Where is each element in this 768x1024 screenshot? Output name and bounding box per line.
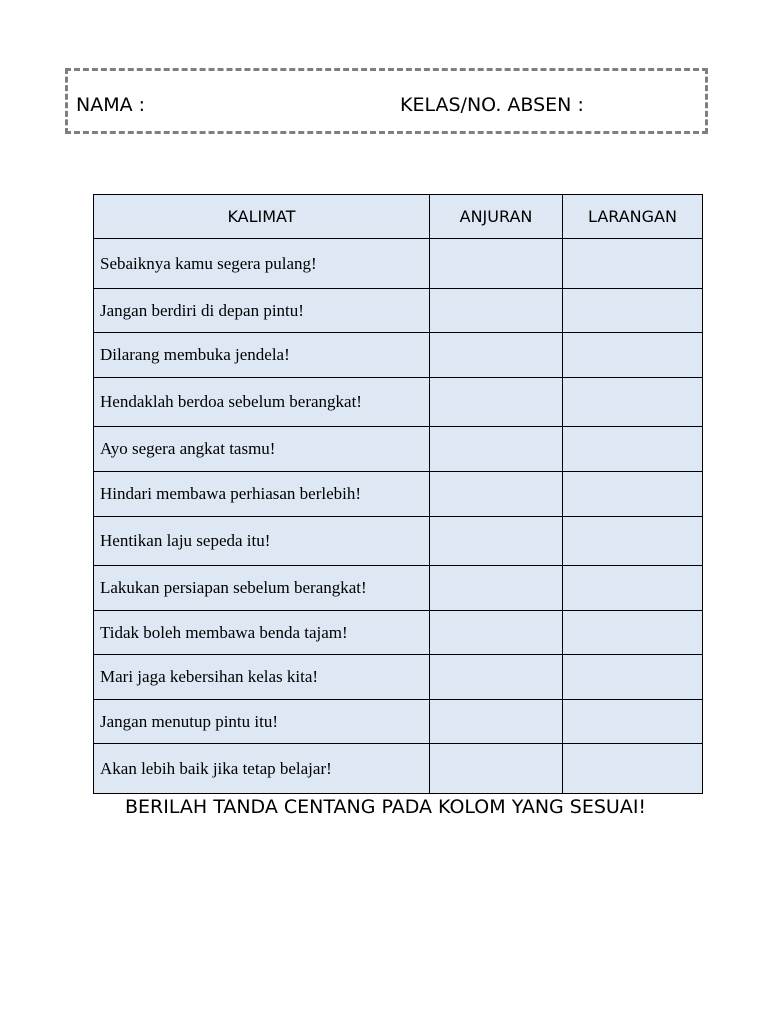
sentence-cell: Hentikan laju sepeda itu! xyxy=(94,517,430,566)
table-header-row xyxy=(94,195,703,239)
table-row xyxy=(94,239,703,289)
name-label: NAMA : xyxy=(76,94,146,116)
table-row xyxy=(94,744,703,794)
sentence-cell: Mari jaga kebersihan kelas kita! xyxy=(94,655,430,700)
sentence-cell: Hendaklah berdoa sebelum berangkat! xyxy=(94,378,430,427)
sentence-cell: Lakukan persiapan sebelum berangkat! xyxy=(94,566,430,611)
table-row xyxy=(94,472,703,517)
suggestion-check-cell[interactable] xyxy=(430,378,563,427)
suggestion-check-cell[interactable] xyxy=(430,239,563,289)
suggestion-check-cell[interactable] xyxy=(430,566,563,611)
sentence-cell: Dilarang membuka jendela! xyxy=(94,333,430,378)
column-header-prohibition: LARANGAN xyxy=(563,195,703,239)
prohibition-check-cell[interactable] xyxy=(563,611,703,655)
prohibition-check-cell[interactable] xyxy=(563,655,703,700)
table-row xyxy=(94,427,703,472)
class-number-label: KELAS/NO. ABSEN : xyxy=(400,94,584,116)
suggestion-check-cell[interactable] xyxy=(430,472,563,517)
sentence-cell: Sebaiknya kamu segera pulang! xyxy=(94,239,430,289)
prohibition-check-cell[interactable] xyxy=(563,427,703,472)
table-row xyxy=(94,378,703,427)
student-info-box xyxy=(65,68,708,134)
suggestion-check-cell[interactable] xyxy=(430,744,563,794)
prohibition-check-cell[interactable] xyxy=(563,566,703,611)
suggestion-check-cell[interactable] xyxy=(430,517,563,566)
suggestion-check-cell[interactable] xyxy=(430,655,563,700)
sentence-cell: Ayo segera angkat tasmu! xyxy=(94,427,430,472)
sentence-cell: Akan lebih baik jika tetap belajar! xyxy=(94,744,430,794)
table-row xyxy=(94,611,703,655)
sentence-cell: Jangan menutup pintu itu! xyxy=(94,700,430,744)
table-row xyxy=(94,655,703,700)
suggestion-check-cell[interactable] xyxy=(430,333,563,378)
column-header-sentence: KALIMAT xyxy=(94,195,430,239)
table-row xyxy=(94,289,703,333)
prohibition-check-cell[interactable] xyxy=(563,700,703,744)
table-row xyxy=(94,566,703,611)
prohibition-check-cell[interactable] xyxy=(563,472,703,517)
sentence-cell: Tidak boleh membawa benda tajam! xyxy=(94,611,430,655)
instruction-text: BERILAH TANDA CENTANG PADA KOLOM YANG SESUAI! xyxy=(125,796,647,818)
table-row xyxy=(94,700,703,744)
sentence-cell: Hindari membawa perhiasan berlebih! xyxy=(94,472,430,517)
sentence-table xyxy=(93,194,703,794)
sentence-cell: Jangan berdiri di depan pintu! xyxy=(94,289,430,333)
table-row xyxy=(94,333,703,378)
prohibition-check-cell[interactable] xyxy=(563,333,703,378)
column-header-suggestion: ANJURAN xyxy=(430,195,563,239)
suggestion-check-cell[interactable] xyxy=(430,611,563,655)
prohibition-check-cell[interactable] xyxy=(563,378,703,427)
prohibition-check-cell[interactable] xyxy=(563,289,703,333)
prohibition-check-cell[interactable] xyxy=(563,744,703,794)
suggestion-check-cell[interactable] xyxy=(430,700,563,744)
table-row xyxy=(94,517,703,566)
prohibition-check-cell[interactable] xyxy=(563,517,703,566)
suggestion-check-cell[interactable] xyxy=(430,427,563,472)
prohibition-check-cell[interactable] xyxy=(563,239,703,289)
suggestion-check-cell[interactable] xyxy=(430,289,563,333)
